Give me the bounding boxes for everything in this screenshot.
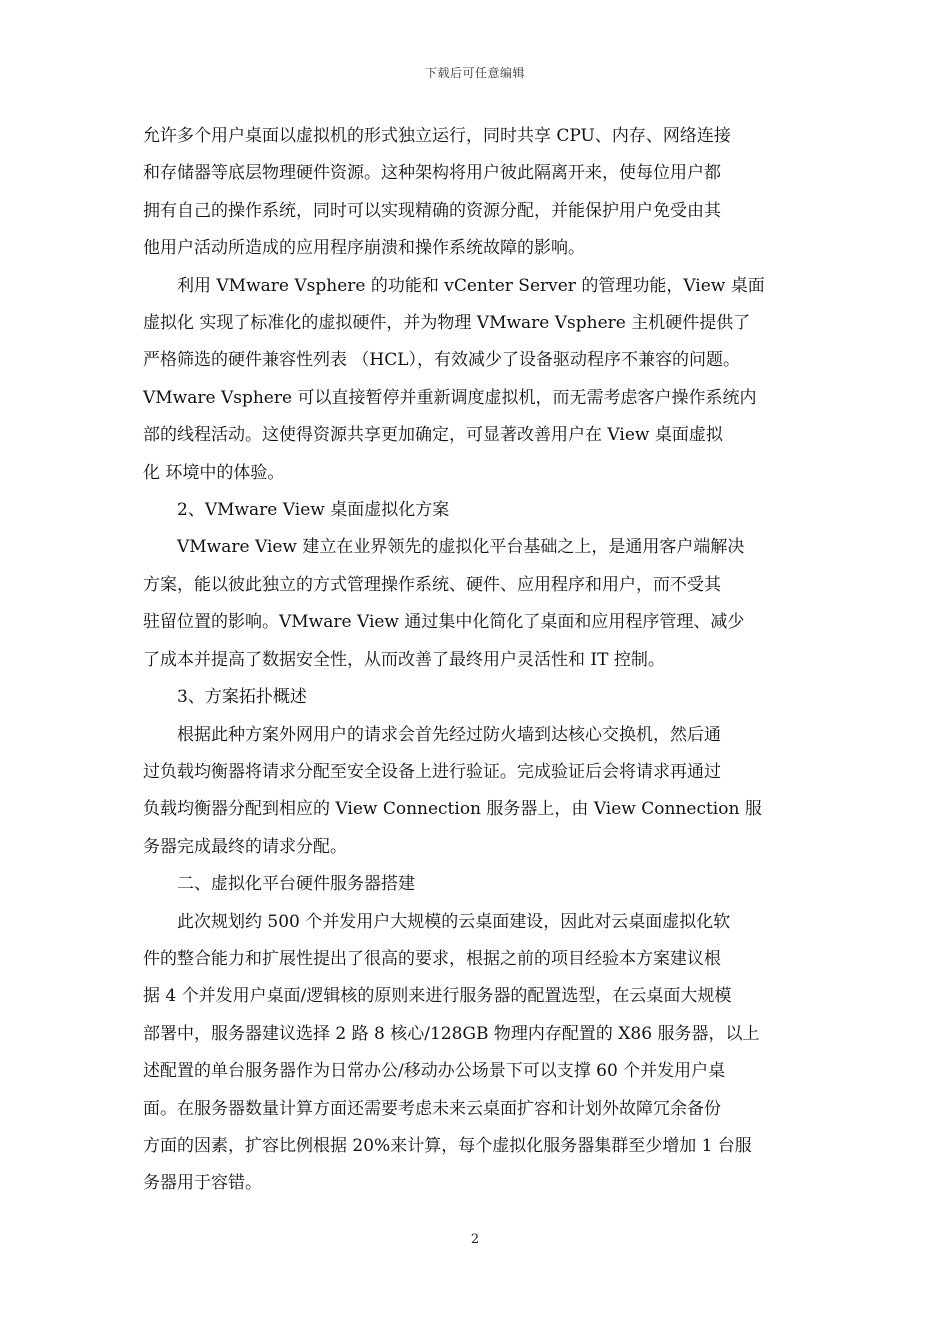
- body-paragraph: [143, 904, 811, 1203]
- document-body: [143, 118, 811, 1203]
- paragraph-line: 了成本并提高了数据安全性，从而改善了最终用户灵活性和 IT 控制。: [143, 649, 665, 670]
- paragraph-line: VMware View 建立在业界领先的虚拟化平台基础之上，是通用客户端解决: [177, 537, 745, 558]
- paragraph-line: 务器完成最终的请求分配。: [143, 836, 347, 857]
- paragraph-line: 化 环境中的体验。: [143, 462, 285, 483]
- paragraph-line: 严格筛选的硬件兼容性列表 （HCL），有效减少了设备驱动程序不兼容的问题。: [143, 350, 741, 371]
- paragraph-line: 负载均衡器分配到相应的 View Connection 服务器上，由 View Connection 服: [143, 799, 762, 820]
- paragraph-line: 此次规划约 500 个并发用户大规模的云桌面建设，因此对云桌面虚拟化软: [177, 911, 731, 932]
- body-paragraph: [143, 268, 811, 492]
- paragraph-line: 方案，能以彼此独立的方式管理操作系统、硬件、应用程序和用户，而不受其: [143, 574, 721, 595]
- section-heading: 二、虚拟化平台硬件服务器搭建: [177, 874, 415, 895]
- paragraph-line: 过负载均衡器将请求分配至安全设备上进行验证。完成验证后会将请求再通过: [143, 761, 721, 782]
- paragraph-line: 务器用于容错。: [143, 1173, 262, 1194]
- section-heading: 2、VMware View 桌面虚拟化方案: [177, 500, 450, 521]
- paragraph-line: 面。在服务器数量计算方面还需要考虑未来云桌面扩容和计划外故障冗余备份: [143, 1098, 721, 1119]
- body-paragraph: [143, 717, 811, 867]
- paragraph-line: 方面的因素，扩容比例根据 20%来计算，每个虚拟化服务器集群至少增加 1 台服: [143, 1135, 752, 1156]
- paragraph-line: 部署中，服务器建议选择 2 路 8 核心/128GB 物理内存配置的 X86 服务器，以上: [143, 1023, 760, 1044]
- paragraph-line: 驻留位置的影响。VMware View 通过集中化简化了桌面和应用程序管理、减少: [143, 612, 745, 633]
- paragraph-line: 拥有自己的操作系统，同时可以实现精确的资源分配，并能保护用户免受由其: [143, 200, 721, 221]
- paragraph-line: 他用户活动所造成的应用程序崩溃和操作系统故障的影响。: [143, 238, 585, 259]
- page-header: 下载后可任意编辑: [424, 66, 525, 80]
- body-paragraph: [143, 118, 811, 268]
- paragraph-line: 据 4 个并发用户桌面/逻辑核的原则来进行服务器的配置选型，在云桌面大规模: [143, 986, 732, 1007]
- page-number: 2: [470, 1232, 480, 1247]
- paragraph-line: VMware Vsphere 可以直接暂停并重新调度虚拟机，而无需考虑客户操作系统内: [143, 387, 757, 408]
- paragraph-line: 部的线程活动。这使得资源共享更加确定，可显著改善用户在 View 桌面虚拟: [143, 425, 723, 446]
- body-paragraph: [143, 529, 811, 679]
- paragraph-line: 虚拟化 实现了标准化的虚拟硬件，并为物理 VMware Vsphere 主机硬件提供了: [143, 313, 751, 334]
- paragraph-line: 允许多个用户桌面以虚拟机的形式独立运行，同时共享 CPU、内存、网络连接: [143, 126, 731, 146]
- paragraph-line: 利用 VMware Vsphere 的功能和 vCenter Server 的管理功能，View 桌面: [177, 275, 765, 296]
- paragraph-line: 根据此种方案外网用户的请求会首先经过防火墙到达核心交换机，然后通: [177, 724, 721, 745]
- section-heading: 3、方案拓扑概述: [177, 687, 307, 708]
- paragraph-line: 件的整合能力和扩展性提出了很高的要求，根据之前的项目经验本方案建议根: [143, 948, 721, 969]
- paragraph-line: 和存储器等底层物理硬件资源。这种架构将用户彼此隔离开来，使每位用户都: [143, 163, 721, 184]
- paragraph-line: 述配置的单台服务器作为日常办公/移动办公场景下可以支撑 60 个并发用户桌: [143, 1061, 726, 1082]
